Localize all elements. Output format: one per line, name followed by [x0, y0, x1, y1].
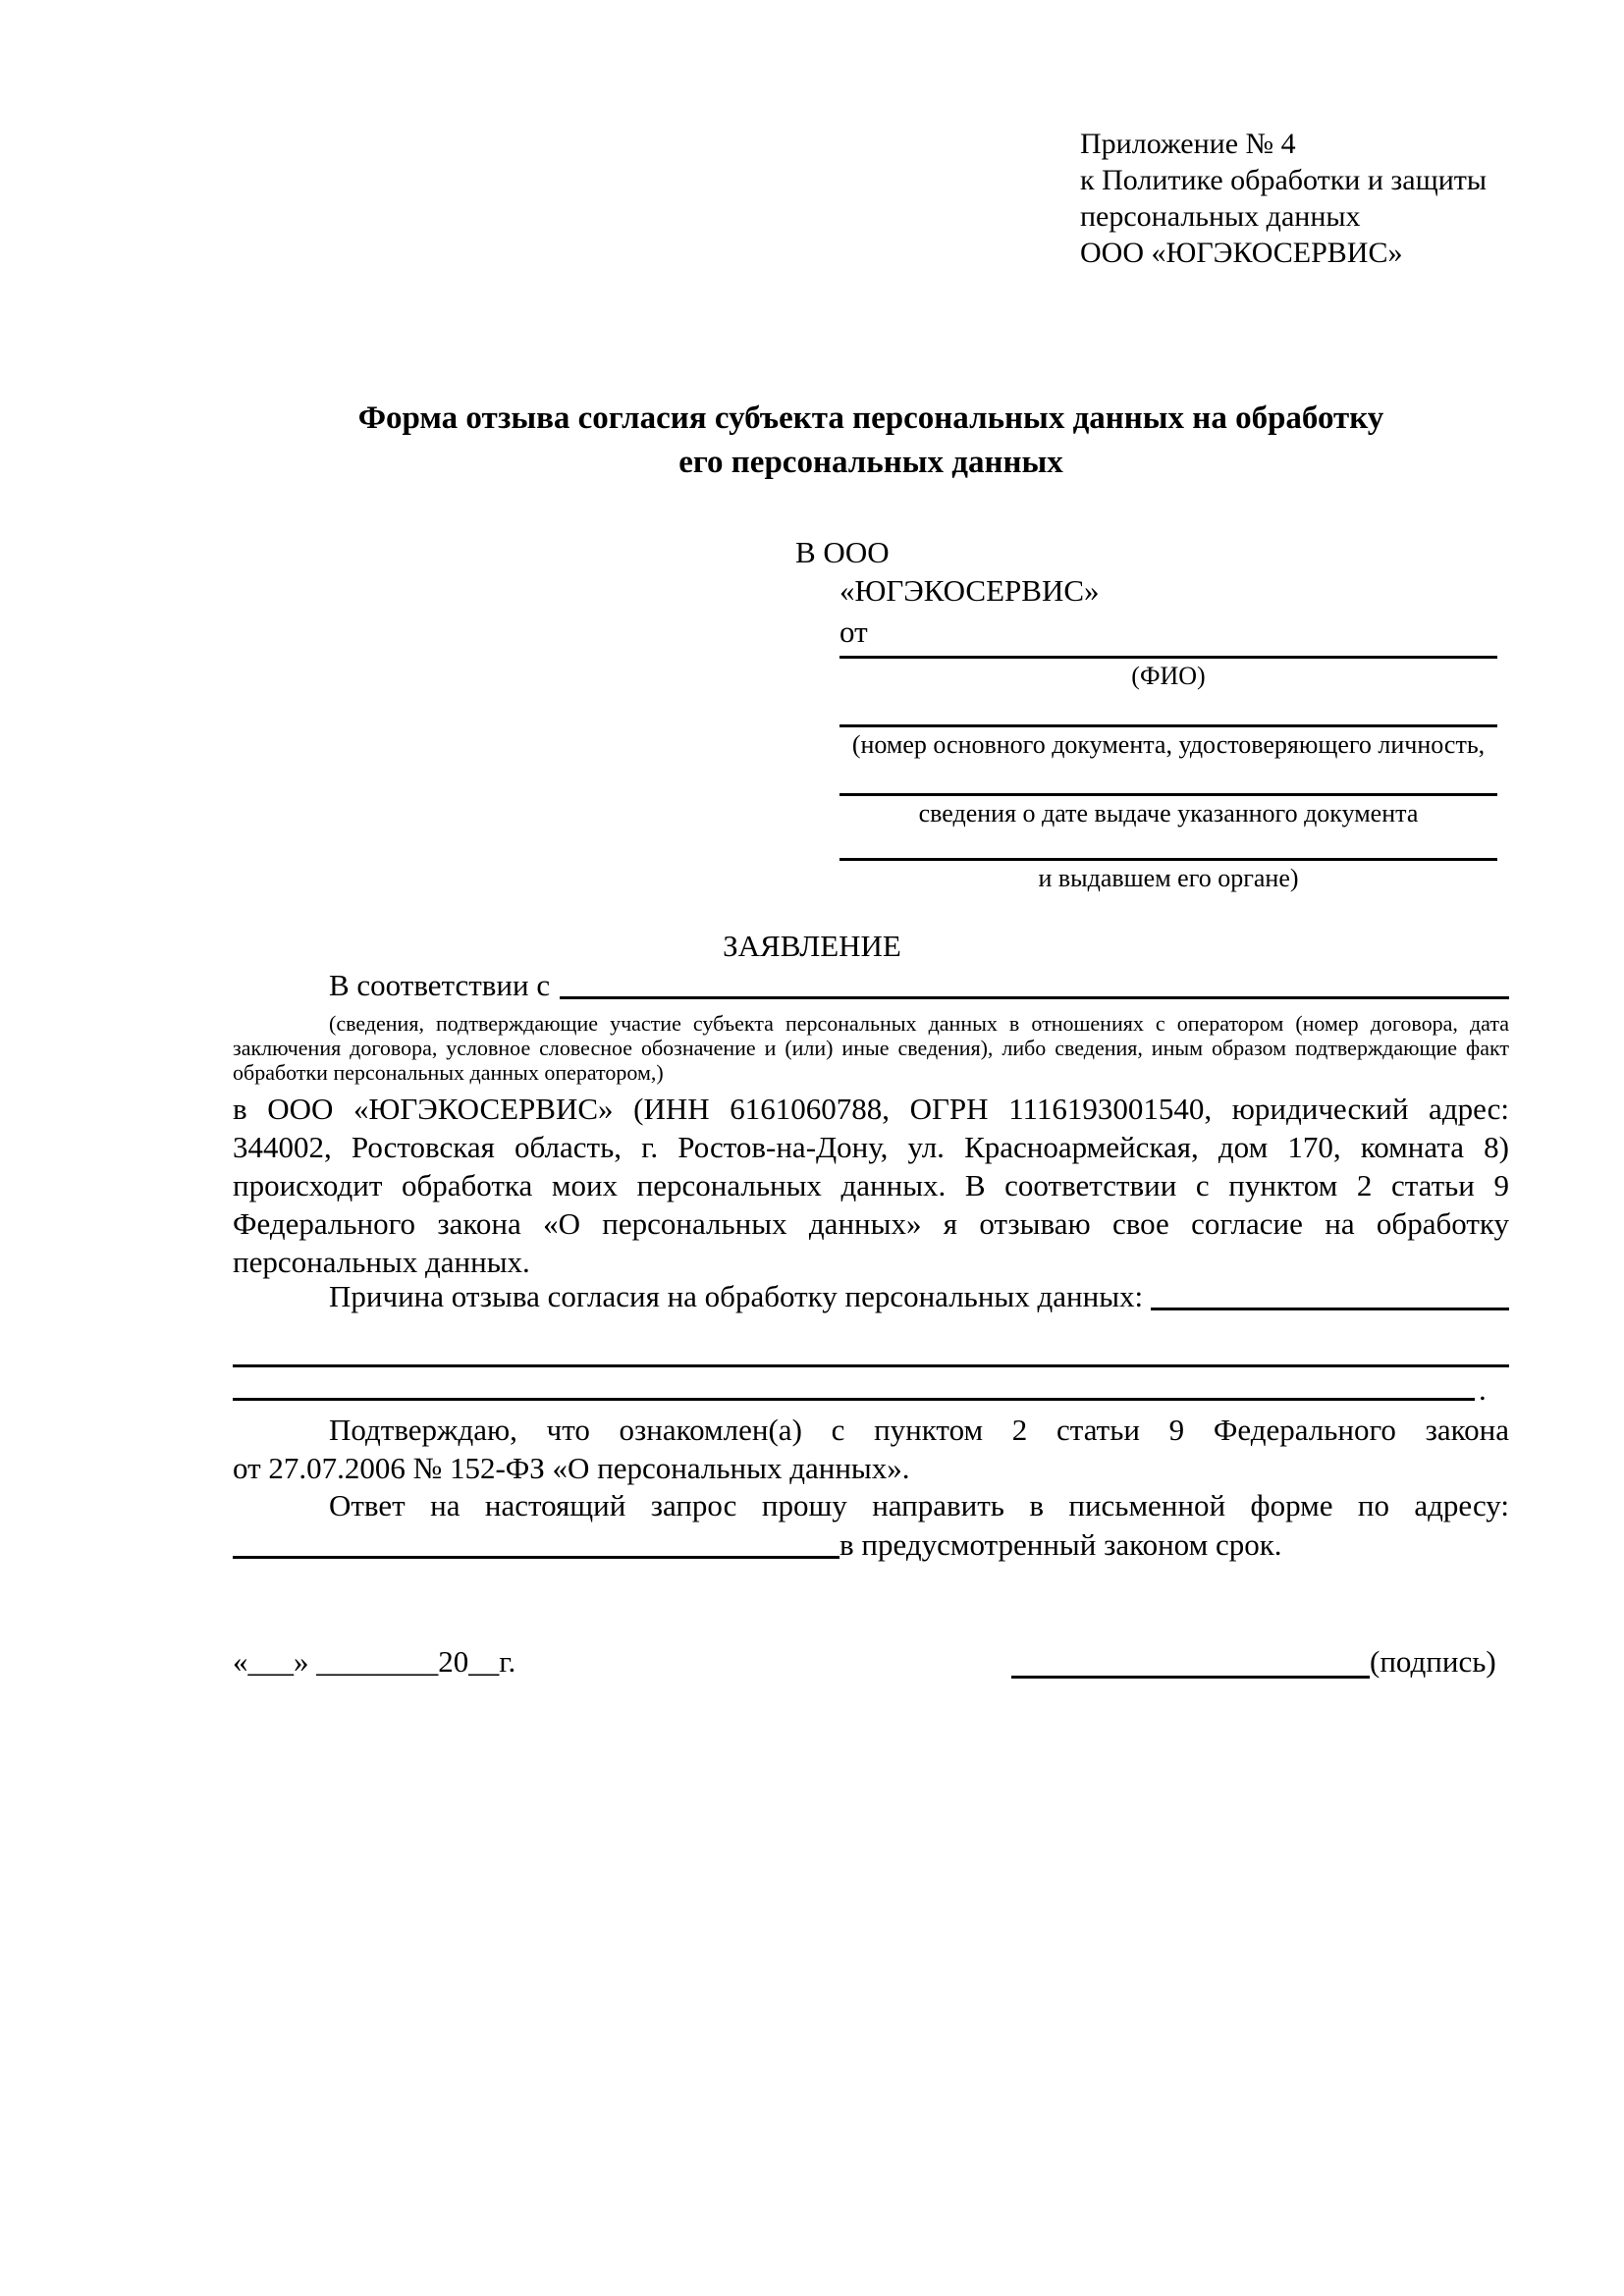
issuing-authority-caption: и выдавшем его органе)	[1038, 864, 1299, 892]
reply-suffix: в предусмотренный законом срок.	[839, 1527, 1282, 1562]
document-number-caption: (номер основного документа, удостоверяющего личность,	[851, 730, 1486, 759]
addressee-org-line-1: В ООО	[795, 535, 890, 569]
body-line: 344002, Ростовская область, г. Ростов-на-Дону, ул. Красноармейская, дом 170, комната 8)	[233, 1130, 1509, 1164]
reason-field-line-2	[233, 1364, 1509, 1367]
issue-date-field-line	[839, 793, 1497, 796]
statement-heading: ЗАЯВЛЕНИЕ	[723, 929, 901, 963]
fio-caption: (ФИО)	[1131, 662, 1206, 690]
intro-text: В соответствии с	[329, 968, 551, 1002]
document-title-line-2: его персональных данных	[678, 445, 1063, 480]
body-line: персональных данных.	[233, 1245, 530, 1279]
note-line: обработки персональных данных оператором,)	[233, 1060, 664, 1085]
document-title-line-1: Форма отзыва согласия субъекта персональных данных на обработку	[357, 400, 1384, 436]
document-title	[233, 397, 1509, 485]
appendix-header-line: персональных данных	[1080, 200, 1361, 233]
reply-line: Ответ на настоящий запрос прошу направить в письменной форме по адресу:	[329, 1488, 1509, 1522]
appendix-header-line: ООО «ЮГЭКОСЕРВИС»	[1080, 237, 1403, 269]
addressee-from-label: от	[839, 614, 868, 649]
reply-line-2	[233, 1525, 1509, 1564]
appendix-header	[1080, 126, 1487, 271]
address-field-line	[233, 1556, 839, 1559]
date-template: «___» ________20__г.	[233, 1644, 516, 1679]
body-paragraph	[233, 1090, 1509, 1281]
note-line: заключения договора, условное словесное обозначение и (или) иные сведения), либо сведения, иным образом подтверждающие факт	[233, 1036, 1509, 1060]
confirm-paragraph	[233, 1411, 1509, 1487]
appendix-header-line: к Политике обработки и защиты	[1080, 164, 1488, 196]
signature-caption: (подпись)	[1370, 1644, 1496, 1679]
issuing-authority-field-line	[839, 858, 1497, 861]
reason-field-line	[1151, 1308, 1509, 1310]
reason-label: Причина отзыва согласия на обработку персональных данных:	[329, 1279, 1144, 1313]
confirm-line: Подтверждаю, что ознакомлен(а) с пунктом 2 статьи 9 Федерального закона	[329, 1413, 1509, 1447]
basis-field-line	[560, 996, 1509, 999]
appendix-header-line: Приложение № 4	[1080, 128, 1296, 160]
confirm-line: от 27.07.2006 № 152-ФЗ «О персональных данных».	[233, 1451, 910, 1485]
issue-date-caption: сведения о дате выдаче указанного документа	[918, 799, 1419, 828]
body-line: в ООО «ЮГЭКОСЕРВИС» (ИНН 6161060788, ОГРН 1116193001540, юридический адрес:	[233, 1092, 1509, 1126]
body-line: происходит обработка моих персональных данных. В соответствии с пунктом 2 статьи 9	[233, 1168, 1509, 1202]
addressee-org-line-2: «ЮГЭКОСЕРВИС»	[839, 573, 1100, 608]
note-line: (сведения, подтверждающие участие субъекта персональных данных в отношениях с оператором (номер договора, дата	[329, 1011, 1509, 1036]
body-line: Федерального закона «О персональных данных» я отзываю свое согласие на обработку	[233, 1206, 1509, 1241]
signature-field-line	[1011, 1676, 1370, 1679]
reason-terminator: .	[1479, 1372, 1487, 1407]
reason-field-line-3	[233, 1398, 1475, 1401]
document-number-field-line	[839, 724, 1497, 727]
intro-line	[233, 968, 1509, 1003]
note-paragraph	[233, 1011, 1509, 1085]
fio-field-line	[839, 656, 1497, 659]
reason-line	[233, 1279, 1509, 1314]
reply-paragraph	[233, 1486, 1509, 1564]
